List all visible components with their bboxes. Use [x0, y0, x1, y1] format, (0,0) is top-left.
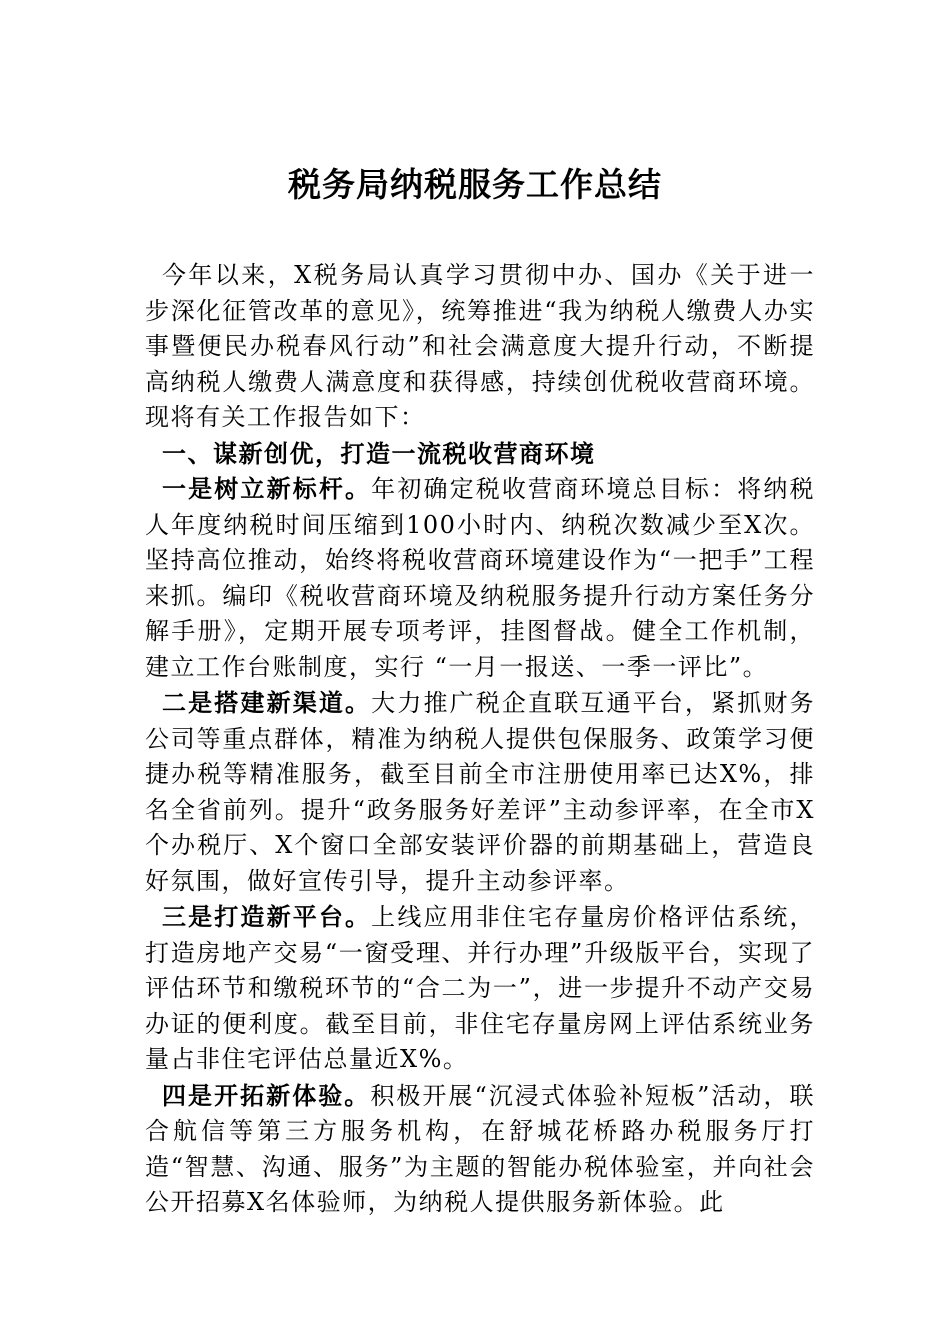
item-lead: 四是开拓新体验。 [162, 1080, 371, 1110]
item-lead: 一是树立新标杆。 [162, 474, 372, 503]
item-text: 大力推广税企直联互通平台，紧抓财务公司等重点群体，精准为纳税人提供包保服务、政策学习便捷办税等精准服务，截至目前全市注册使用率已达X%，排名全省前列。提升“政务服务好差评”主动参评率，在全市X个办税厅、X个窗口全部安装评价器的前期基础上，营造良好氛围，做好宣传引导，提升主动参评率。 [145, 689, 816, 895]
item-paragraph-2 [145, 685, 815, 899]
document-body [145, 258, 815, 1221]
document-title: 税务局纳税服务工作总结 [288, 165, 662, 204]
item-lead: 二是搭建新渠道。 [162, 688, 372, 717]
item-text: 年初确定税收营商环境总目标：将纳税人年度纳税时间压缩到100小时内、纳税次数减少至X次。坚持高位推动，始终将税收营商环境建设作为“一把手”工程来抓。编印《税收营商环境及纳税服务提升行动方案任务分解手册》，定期开展专项考评，挂图督战。健全工作机制，建立工作台账制度，实行 “一月一报送、一季一评比”。 [145, 475, 816, 681]
item-text: 上线应用非住宅存量房价格评估系统，打造房地产交易“一窗受理、并行办理”升级版平台，实现了评估环节和缴税环节的“合二为一”，进一步提升不动产交易办证的便利度。截至目前，非住宅存量房网上评估系统业务量占非住宅评估总量近X%。 [145, 903, 816, 1073]
item-paragraph-1 [145, 471, 815, 685]
item-paragraph-4 [145, 1078, 815, 1221]
item-paragraph-3 [145, 899, 815, 1078]
section-heading: 一、谋新创优，打造一流税收营商环境 [162, 438, 596, 468]
item-lead: 三是打造新平台。 [162, 902, 372, 931]
item-text: 积极开展“沉浸式体验补短板”活动，联合航信等第三方服务机构，在舒城花桥路办税服务厅打造“智慧、沟通、服务”为主题的智能办税体验室，并向社会公开招募X名体验师，为纳税人提供服务新体验。此 [145, 1081, 815, 1216]
intro-paragraph: 今年以来，X税务局认真学习贯彻中办、国办《关于进一步深化征管改革的意见》，统筹推进“我为纳税人缴费人办实事暨便民办税春风行动”和社会满意度大提升行动，不断提高纳税人缴费人满意度和获得感，持续创优税收营商环境。现将有关工作报告如下： [145, 261, 815, 431]
